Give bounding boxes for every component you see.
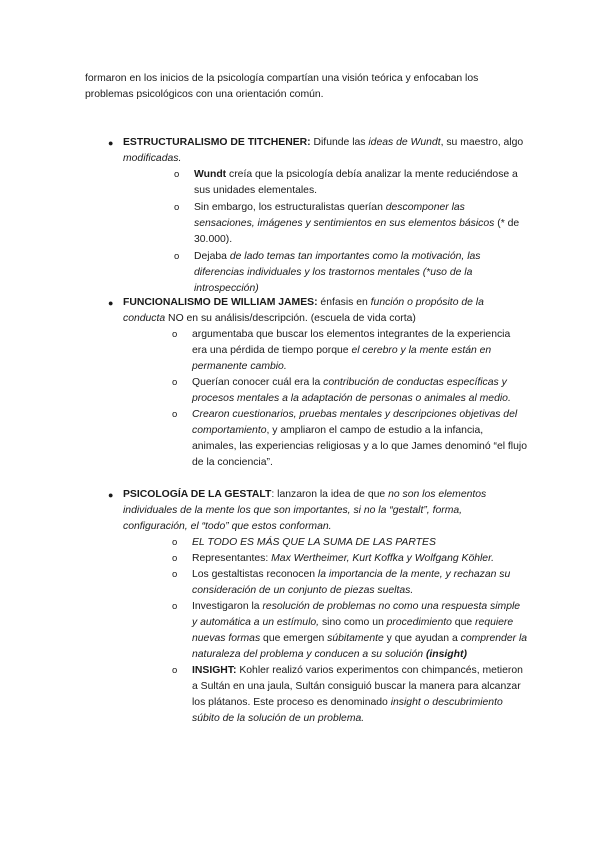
section-text-italic: ideas de Wundt bbox=[368, 137, 441, 148]
section-funcionalismo bbox=[108, 295, 528, 471]
item-bold: INSIGHT: bbox=[192, 665, 237, 676]
sub-bullet-icon: o bbox=[172, 601, 178, 612]
section-title: PSICOLOGÍA DE LA GESTALT bbox=[123, 489, 272, 500]
intro-line-1: formaron en los inicios de la psicología compartían una visión teórica y enfocaban los bbox=[85, 73, 479, 84]
item-text: Sin embargo, los estructuralistas querían bbox=[194, 202, 386, 213]
item-bold-italic: (insight) bbox=[423, 649, 467, 660]
sub-list bbox=[108, 535, 528, 727]
bullet-icon: ● bbox=[108, 490, 114, 500]
sub-bullet-icon: o bbox=[172, 537, 178, 548]
item-italic: de lado temas tan importantes como la motivación, las diferencias individuales y los trastornos mentales (*uso de la introspección) bbox=[194, 251, 481, 294]
item-italic: descomponer las sensaciones, imágenes y sentimientos en sus elementos básicos bbox=[194, 202, 495, 229]
sub-bullet-icon: o bbox=[172, 377, 178, 388]
section-heading bbox=[108, 487, 528, 535]
section-text: NO en su análisis/descripción. (escuela de vida corta) bbox=[165, 313, 416, 324]
section-title: FUNCIONALISMO DE WILLIAM JAMES: bbox=[123, 297, 318, 308]
section-gestalt bbox=[108, 487, 528, 727]
intro-paragraph bbox=[85, 71, 525, 103]
item-italic: procedimiento bbox=[386, 617, 452, 628]
section-title: ESTRUCTURALISMO DE TITCHENER: bbox=[123, 137, 311, 148]
bullet-icon: ● bbox=[108, 138, 114, 148]
item-text: argumentaba que buscar los elementos integrantes de la experiencia era una pérdida de tiempo porque bbox=[192, 329, 511, 356]
list-item bbox=[108, 327, 528, 375]
list-item bbox=[108, 375, 528, 407]
item-text: Kohler realizó varios experimentos con chimpancés, metieron a Sultán en una jaula, Sultán consiguió buscar la manera para alcanzar los plátanos. Este proceso es denominado bbox=[192, 665, 523, 708]
sub-bullet-icon: o bbox=[172, 553, 178, 564]
item-bold: Wundt bbox=[194, 169, 227, 180]
section-heading bbox=[108, 295, 528, 327]
item-italic: el cerebro y la mente están en permanente cambio. bbox=[192, 345, 492, 372]
item-italic: requiere nuevas formas bbox=[192, 617, 514, 644]
section-text: énfasis en bbox=[317, 297, 371, 308]
sub-bullet-icon: o bbox=[172, 665, 178, 676]
sub-bullet-icon: o bbox=[174, 202, 180, 213]
item-text: y que ayudan a bbox=[383, 633, 461, 644]
item-text: Los gestaltistas reconocen bbox=[192, 569, 318, 580]
item-italic: insight o descubrimiento súbito de la solución de un problema. bbox=[192, 697, 503, 724]
section-text: : lanzaron la idea de que bbox=[271, 489, 389, 500]
list-item bbox=[108, 249, 528, 297]
list-item bbox=[108, 407, 528, 471]
item-text: Dejaba bbox=[194, 251, 230, 262]
list-item bbox=[108, 567, 528, 599]
item-text: (* de 30.000). bbox=[194, 218, 520, 245]
bullet-icon: ● bbox=[108, 298, 114, 308]
list-item bbox=[108, 167, 528, 199]
list-item bbox=[108, 200, 528, 248]
sub-bullet-icon: o bbox=[172, 569, 178, 580]
item-italic: EL TODO ES MÁS QUE LA SUMA DE LAS PARTES bbox=[192, 537, 436, 548]
item-text: Investigaron la bbox=[192, 601, 263, 612]
sub-list bbox=[108, 167, 528, 297]
item-text: que emergen bbox=[260, 633, 328, 644]
item-text: , y ampliaron el campo de estudio a la infancia, animales, las experiencias religiosas y a lo que James denominó “el flujo de la conciencia”. bbox=[192, 425, 527, 468]
list-item bbox=[108, 535, 528, 551]
item-italic: comprender la naturaleza del problema y conducen a su solución bbox=[192, 633, 528, 660]
item-italic: resolución de problemas no como una respuesta simple y automática a un estímulo, bbox=[192, 601, 521, 628]
section-estructuralismo bbox=[108, 135, 528, 297]
item-italic: Max Wertheimer, Kurt Koffka y Wolfgang Köhler. bbox=[271, 553, 495, 564]
list-item bbox=[108, 599, 528, 663]
sub-bullet-icon: o bbox=[174, 251, 180, 262]
sub-bullet-icon: o bbox=[174, 169, 180, 180]
item-italic: la importancia de la mente, y rechazan su consideración de un conjunto de piezas sueltas. bbox=[192, 569, 511, 596]
intro-line-2: problemas psicológicos con una orientación común. bbox=[85, 89, 324, 100]
sub-bullet-icon: o bbox=[172, 329, 178, 340]
item-text: Querían conocer cuál era la bbox=[192, 377, 324, 388]
section-text-italic: modificadas. bbox=[123, 153, 182, 164]
list-item bbox=[108, 663, 528, 727]
item-text: creía que la psicología debía analizar la mente reduciéndose a sus unidades elementales. bbox=[194, 169, 518, 196]
section-text: Difunde las bbox=[310, 137, 369, 148]
list-item bbox=[108, 551, 528, 567]
item-italic: Crearon cuestionarios, pruebas mentales y descripciones objetivas del comportamiento bbox=[192, 409, 518, 436]
item-italic: contribución de conductas específicas y procesos mentales a la adaptación de personas o animales al medio. bbox=[192, 377, 511, 404]
item-italic: súbitamente bbox=[327, 633, 384, 644]
sub-list bbox=[108, 327, 528, 471]
sub-bullet-icon: o bbox=[172, 409, 178, 420]
section-text: , su maestro, algo bbox=[440, 137, 524, 148]
section-text-italic: función o propósito de la conducta bbox=[123, 297, 484, 324]
item-text: sino como un bbox=[319, 617, 387, 628]
section-heading bbox=[108, 135, 528, 167]
section-text-italic: no son los elementos individuales de la mente los que son importantes, si no la “gestalt”, forma, configuración, el “todo” que estos conforman. bbox=[123, 489, 487, 532]
item-text: Representantes: bbox=[192, 553, 272, 564]
item-text: que bbox=[451, 617, 476, 628]
